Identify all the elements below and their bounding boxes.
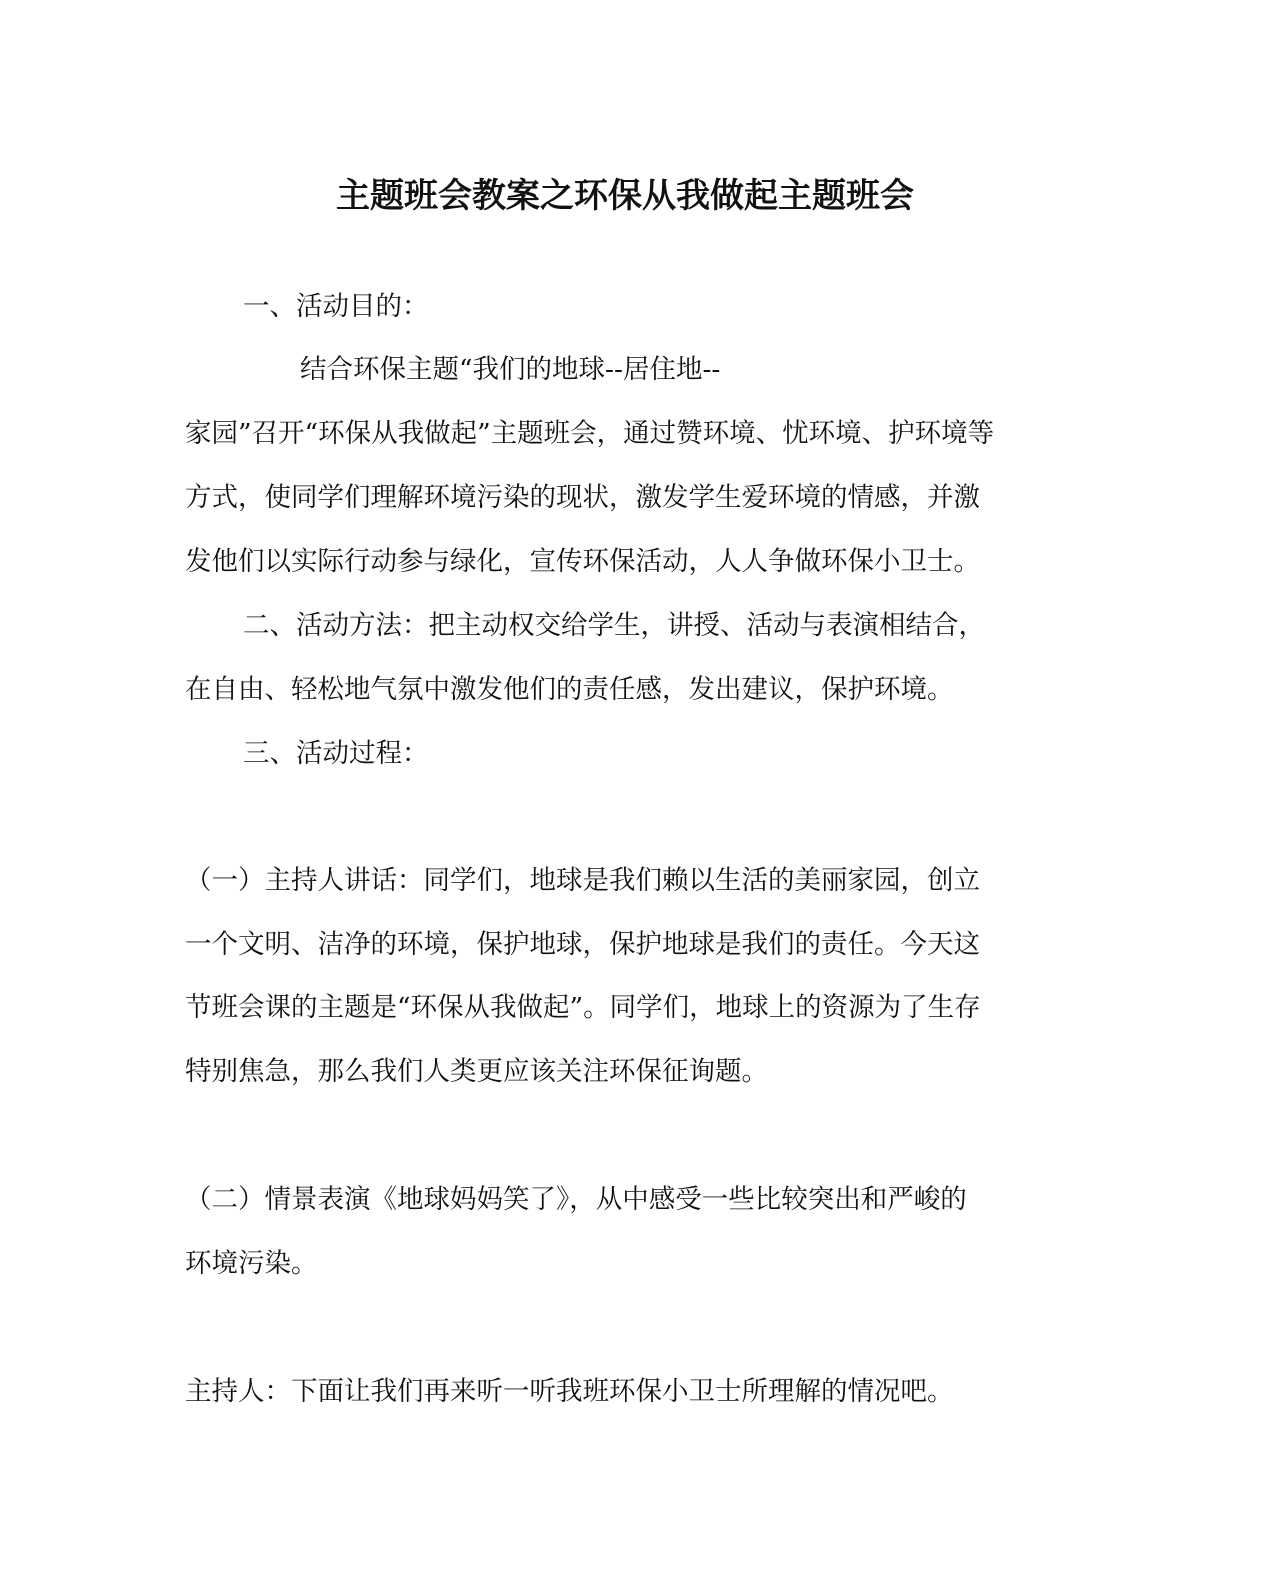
paragraph-line: 家园”召开“环保从我做起”主题班会，通过赞环境、忧环境、护环境等 [185, 418, 995, 449]
section-heading-method: 二、活动方法：把主动权交给学生，讲授、活动与表演相结合， [243, 610, 985, 641]
paragraph-line: 环境污染。 [185, 1248, 318, 1279]
paragraph-line: 发他们以实际行动参与绿化，宣传环保活动，人人争做环保小卫士。 [185, 546, 980, 577]
paragraph-line: 在自由、轻松地气氛中激发他们的责任感，发出建议，保护环境。 [185, 674, 954, 705]
paragraph-line: 特别焦急，那么我们人类更应该关注环保征询题。 [185, 1056, 768, 1087]
paragraph-line: （一）主持人讲话：同学们，地球是我们赖以生活的美丽家园，创立 [185, 865, 980, 896]
paragraph-line: （二）情景表演《地球妈妈笑了》，从中感受一些比较突出和严峻的 [185, 1184, 967, 1215]
section-heading-process: 三、活动过程： [243, 738, 429, 769]
section-heading-purpose: 一、活动目的： [243, 291, 429, 322]
paragraph-line: 结合环保主题“我们的地球--居住地-- [300, 354, 721, 385]
paragraph-line: 一个文明、洁净的环境，保护地球，保护地球是我们的责任。今天这 [185, 929, 980, 960]
paragraph-line: 方式，使同学们理解环境污染的现状，激发学生爱环境的情感，并激 [185, 482, 980, 513]
document-title: 主题班会教案之环保从我做起主题班会 [336, 176, 914, 216]
paragraph-line: 主持人：下面让我们再来听一听我班环保小卫士所理解的情况吧。 [185, 1376, 954, 1407]
paragraph-line: 节班会课的主题是“环保从我做起”。同学们，地球上的资源为了生存 [185, 992, 981, 1023]
